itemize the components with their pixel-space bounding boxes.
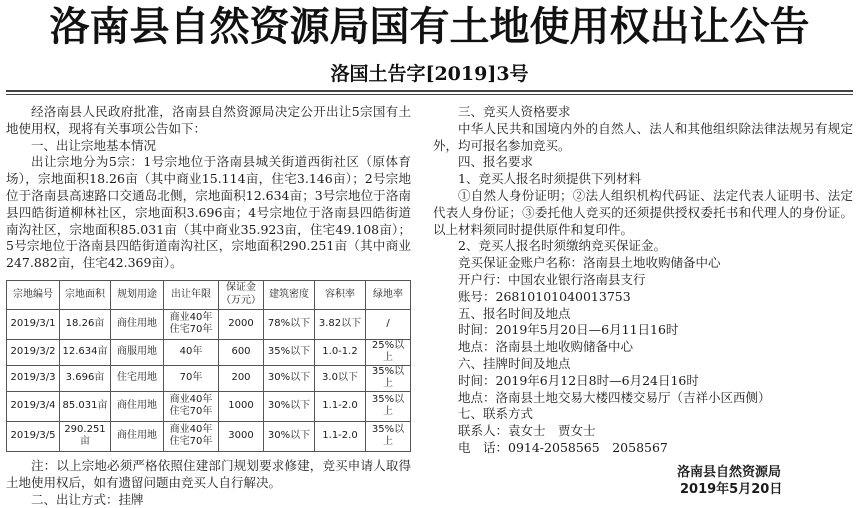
table-cell: 3.0以下 [315, 365, 366, 391]
table-cell: 2000 [219, 309, 264, 339]
table-cell: 1.0-1.2 [315, 339, 366, 365]
contact-persons: 联系人：袁女士 贾女士 [458, 423, 596, 439]
table-cell: 35%以下 [264, 339, 315, 365]
table-cell: 商住用地 [111, 309, 164, 339]
account-name: 竞买保证金账户名称：洛南县土地收购储备中心 [458, 255, 721, 271]
table-cell: 2019/3/1 [7, 309, 60, 339]
table-cell: 3000 [219, 421, 264, 451]
table-row [7, 421, 411, 451]
header-rule-thin [6, 94, 853, 95]
section-2-heading: 二、出让方式：挂牌 [31, 491, 144, 507]
table-cell: 35%以上 [366, 421, 411, 451]
table-cell: 30%以下 [264, 365, 315, 391]
left-column [6, 104, 411, 508]
col-header: 宗地面积 [60, 280, 111, 309]
table-cell: 290.251亩 [60, 421, 111, 451]
section-5-heading: 五、报名时间及地点 [458, 305, 571, 321]
table-cell: 2019/3/3 [7, 365, 60, 391]
table-cell: 住宅用地 [111, 365, 164, 391]
listing-place: 地点：洛南县土地交易大楼四楼交易厅（吉祥小区西侧） [458, 389, 771, 405]
section-3-body: 中华人民共和国境内外的自然人、法人和其他组织除法律法规另有规定外，均可报名参加竞买。 [433, 120, 853, 153]
account-number: 账号：26810101040013753 [458, 288, 631, 304]
intro-paragraph: 经洛南县人民政府批准，洛南县自然资源局决定公开出让5宗国有土地使用权，现将有关事项公告如下： [6, 104, 411, 136]
table-cell: 200 [219, 365, 264, 391]
table-cell: / [366, 309, 411, 339]
table-cell: 商业40年住宅70年 [164, 421, 219, 451]
table-row [7, 339, 411, 365]
col-header: 建筑密度 [264, 280, 315, 309]
col-header: 规划用途 [111, 280, 164, 309]
header-rule [6, 90, 853, 92]
table-cell: 12.634亩 [60, 339, 111, 365]
right-column [433, 104, 853, 457]
registration-place: 地点：洛南县土地收购储备中心 [458, 339, 634, 355]
table-cell: 35%以上 [366, 391, 411, 421]
section-6-heading: 六、挂牌时间及地点 [458, 355, 571, 371]
bank-name: 开户行：中国农业银行洛南县支行 [458, 271, 646, 287]
table-cell: 商服用地 [111, 339, 164, 365]
table-cell: 商业40年住宅70年 [164, 391, 219, 421]
table-cell: 2019/3/4 [7, 391, 60, 421]
col-header: 容积率 [315, 280, 366, 309]
registration-time: 时间：2019年5月20日—6月11日16时 [458, 322, 679, 338]
section-4-heading: 四、报名要求 [458, 154, 534, 170]
section-4-item-2: 2、竞买人报名时须缴纳竞买保证金。 [458, 238, 666, 254]
table-cell: 商业40年住宅70年 [164, 309, 219, 339]
section-3-heading: 三、竞买人资格要求 [458, 104, 571, 119]
table-row [7, 309, 411, 339]
table-cell: 70年 [164, 365, 219, 391]
table-cell: 1.1-2.0 [315, 421, 366, 451]
table-cell: 85.031亩 [60, 391, 111, 421]
table-cell: 3.82以下 [315, 309, 366, 339]
table-row [7, 391, 411, 421]
table-cell: 78%以下 [264, 309, 315, 339]
table-row [7, 365, 411, 391]
col-header: 绿地率 [366, 280, 411, 309]
table-cell: 2019/3/5 [7, 421, 60, 451]
table-cell: 商住用地 [111, 391, 164, 421]
table-cell: 1000 [219, 391, 264, 421]
table-cell: 35%以上 [366, 365, 411, 391]
section-1-body: 出让宗地分为5宗：1号宗地位于洛南县城关街道西街社区（原体育场），宗地面积18.26亩（其中商业15.114亩，住宅3.146亩）；2号宗地位于洛南县高速路口交通岛北侧，宗地面积12.634亩；3号宗地位于洛南县四皓街道柳林社区，宗地面积3.696亩；4号宗地位于洛南县四皓街道南沟社区，宗地面积85.031亩（其中商业35.923亩，住宅49.108亩）；5号宗地位于洛南县四皓街道南沟社区，宗地面积290.251亩（其中商业247.882亩，住宅42.369亩）。 [6, 154, 411, 271]
table-cell: 40年 [164, 339, 219, 365]
signature-date: 2019年5月20日 [680, 482, 783, 497]
signature-org: 洛南县自然资源局 [677, 465, 782, 480]
table-cell: 600 [219, 339, 264, 365]
table-cell: 2019/3/2 [7, 339, 60, 365]
table-cell: 25%以上 [366, 339, 411, 365]
table-cell: 30%以下 [264, 391, 315, 421]
section-4-item-1: 1、竞买人报名时须提供下列材料 [458, 171, 641, 187]
table-cell: 1.1-2.0 [315, 391, 366, 421]
table-cell: 商住用地 [111, 421, 164, 451]
section-7-heading: 七、联系方式 [458, 406, 534, 422]
table-header-row [7, 280, 411, 309]
page-title: 洛南县自然资源局国有土地使用权出让公告 [49, 4, 810, 50]
col-header: 保证金（万元） [219, 280, 264, 309]
col-header: 出让年限 [164, 280, 219, 309]
section-1-heading: 一、出让宗地基本情况 [31, 137, 157, 153]
table-cell: 3.696亩 [60, 365, 111, 391]
document-number: 洛国土告字[2019]3号 [330, 63, 529, 85]
table-note: 注：以上宗地必须严格依照住建部门规划要求修建，竞买申请人取得土地使用权后，如有遗留问题由竞买人自行解决。 [6, 457, 411, 490]
parcel-table [6, 280, 411, 452]
table-cell: 18.26亩 [60, 309, 111, 339]
section-4-item-1-body: ①自然人身份证明；②法人组织机构代码证、法定代表人证明书、法定代表人身份证；③委托他人竞买的还须提供授权委托书和代理人的身份证。以上材料须同时提供原件和复印件。 [433, 187, 853, 237]
table-cell: 30%以下 [264, 421, 315, 451]
listing-time: 时间：2019年6月12日8时—6月24日16时 [458, 372, 699, 388]
contact-phone: 电 话：0914-2058565 2058567 [458, 439, 668, 455]
col-header: 宗地编号 [7, 280, 60, 309]
